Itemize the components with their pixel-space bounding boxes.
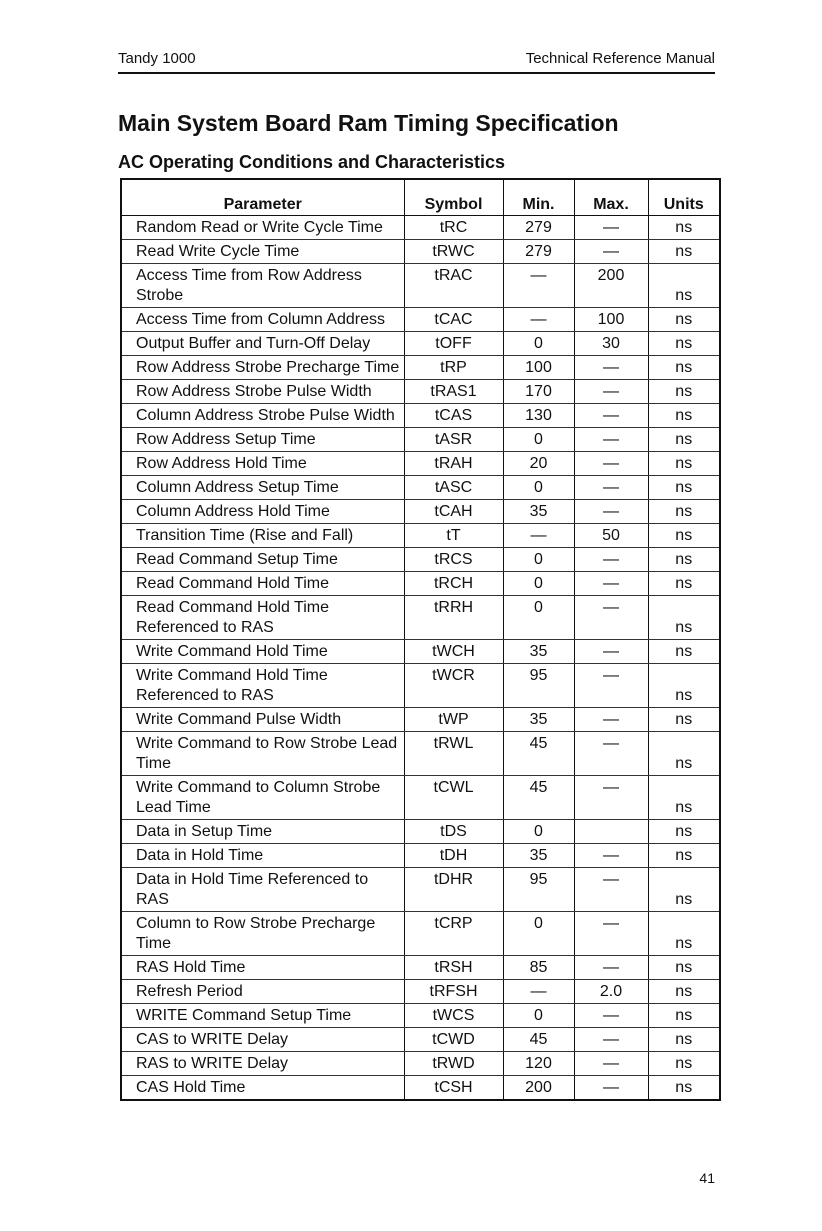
max-cell: — bbox=[574, 664, 648, 708]
max-cell: — bbox=[574, 428, 648, 452]
min-cell: 0 bbox=[503, 820, 574, 844]
min-cell: 130 bbox=[503, 404, 574, 428]
parameter-cell: Column Address Strobe Pulse Width bbox=[121, 404, 404, 428]
symbol-cell: tRP bbox=[404, 356, 503, 380]
section-subtitle: AC Operating Conditions and Characteristics bbox=[118, 152, 506, 172]
max-cell: 100 bbox=[574, 308, 648, 332]
units-cell: ns bbox=[648, 240, 720, 264]
symbol-cell: tRFSH bbox=[404, 980, 503, 1004]
table-row bbox=[121, 708, 720, 732]
parameter-cell: WRITE Command Setup Time bbox=[121, 1004, 404, 1028]
table-row bbox=[121, 500, 720, 524]
max-cell: — bbox=[574, 356, 648, 380]
table-row bbox=[121, 216, 720, 240]
parameter-cell: Output Buffer and Turn-Off Delay bbox=[121, 332, 404, 356]
max-cell: — bbox=[574, 500, 648, 524]
max-cell bbox=[574, 820, 648, 844]
symbol-cell: tWCH bbox=[404, 640, 503, 664]
max-cell: — bbox=[574, 1004, 648, 1028]
symbol-cell: tRCH bbox=[404, 572, 503, 596]
table-row bbox=[121, 776, 720, 820]
table-row bbox=[121, 548, 720, 572]
parameter-cell: RAS to WRITE Delay bbox=[121, 1052, 404, 1076]
max-cell: — bbox=[574, 404, 648, 428]
max-cell: — bbox=[574, 956, 648, 980]
parameter-cell: Row Address Strobe Precharge Time bbox=[121, 356, 404, 380]
symbol-cell: tCAS bbox=[404, 404, 503, 428]
symbol-cell: tDS bbox=[404, 820, 503, 844]
max-cell: — bbox=[574, 912, 648, 956]
max-cell: — bbox=[574, 1052, 648, 1076]
units-cell: ns bbox=[648, 380, 720, 404]
parameter-cell: Column to Row Strobe Precharge Time bbox=[121, 912, 404, 956]
max-cell: — bbox=[574, 1028, 648, 1052]
units-cell: ns bbox=[648, 500, 720, 524]
units-cell: ns bbox=[648, 980, 720, 1004]
min-cell: 95 bbox=[503, 664, 574, 708]
min-cell: 35 bbox=[503, 708, 574, 732]
parameter-cell: Read Command Hold Time Referenced to RAS bbox=[121, 596, 404, 640]
table-row bbox=[121, 356, 720, 380]
table-row bbox=[121, 868, 720, 912]
units-cell: ns bbox=[648, 820, 720, 844]
symbol-cell: tOFF bbox=[404, 332, 503, 356]
min-cell: 200 bbox=[503, 1076, 574, 1101]
min-cell: 35 bbox=[503, 500, 574, 524]
column-header-max: Max. bbox=[574, 179, 648, 216]
parameter-cell: Read Write Cycle Time bbox=[121, 240, 404, 264]
min-cell: 95 bbox=[503, 868, 574, 912]
units-cell: ns bbox=[648, 524, 720, 548]
parameter-cell: Column Address Hold Time bbox=[121, 500, 404, 524]
parameter-cell: Access Time from Column Address bbox=[121, 308, 404, 332]
table-row bbox=[121, 640, 720, 664]
units-cell: ns bbox=[648, 912, 720, 956]
min-cell: 0 bbox=[503, 548, 574, 572]
max-cell: — bbox=[574, 216, 648, 240]
min-cell: 35 bbox=[503, 640, 574, 664]
symbol-cell: tRAS1 bbox=[404, 380, 503, 404]
table-row bbox=[121, 452, 720, 476]
min-cell: 35 bbox=[503, 844, 574, 868]
table-row bbox=[121, 956, 720, 980]
parameter-cell: Row Address Hold Time bbox=[121, 452, 404, 476]
max-cell: — bbox=[574, 732, 648, 776]
units-cell: ns bbox=[648, 308, 720, 332]
parameter-cell: Write Command to Row Strobe Lead Time bbox=[121, 732, 404, 776]
table-body bbox=[121, 216, 720, 1101]
running-header-right: Technical Reference Manual bbox=[525, 50, 715, 67]
min-cell: 100 bbox=[503, 356, 574, 380]
max-cell: — bbox=[574, 452, 648, 476]
parameter-cell: CAS Hold Time bbox=[121, 1076, 404, 1101]
symbol-cell: tCAC bbox=[404, 308, 503, 332]
table-row bbox=[121, 1028, 720, 1052]
table-row bbox=[121, 240, 720, 264]
parameter-cell: Read Command Setup Time bbox=[121, 548, 404, 572]
symbol-cell: tRAC bbox=[404, 264, 503, 308]
units-cell: ns bbox=[648, 596, 720, 640]
table-row bbox=[121, 308, 720, 332]
symbol-cell: tCAH bbox=[404, 500, 503, 524]
table-row bbox=[121, 332, 720, 356]
max-cell: — bbox=[574, 776, 648, 820]
min-cell: 0 bbox=[503, 912, 574, 956]
parameter-cell: Write Command Hold Time bbox=[121, 640, 404, 664]
symbol-cell: tWCS bbox=[404, 1004, 503, 1028]
min-cell: 20 bbox=[503, 452, 574, 476]
table-row bbox=[121, 732, 720, 776]
parameter-cell: CAS to WRITE Delay bbox=[121, 1028, 404, 1052]
units-cell: ns bbox=[648, 1028, 720, 1052]
symbol-cell: tRRH bbox=[404, 596, 503, 640]
column-header-units: Units bbox=[648, 179, 720, 216]
units-cell: ns bbox=[648, 664, 720, 708]
symbol-cell: tCWD bbox=[404, 1028, 503, 1052]
min-cell: — bbox=[503, 264, 574, 308]
min-cell: 0 bbox=[503, 428, 574, 452]
min-cell: 0 bbox=[503, 332, 574, 356]
units-cell: ns bbox=[648, 572, 720, 596]
max-cell: 30 bbox=[574, 332, 648, 356]
running-header-left: Tandy 1000 bbox=[118, 50, 196, 67]
table-row bbox=[121, 1076, 720, 1101]
parameter-cell: Read Command Hold Time bbox=[121, 572, 404, 596]
table-row bbox=[121, 572, 720, 596]
symbol-cell: tWP bbox=[404, 708, 503, 732]
parameter-cell: RAS Hold Time bbox=[121, 956, 404, 980]
parameter-cell: Random Read or Write Cycle Time bbox=[121, 216, 404, 240]
parameter-cell: Write Command Pulse Width bbox=[121, 708, 404, 732]
symbol-cell: tCRP bbox=[404, 912, 503, 956]
symbol-cell: tASR bbox=[404, 428, 503, 452]
timing-spec-table bbox=[120, 178, 721, 1101]
units-cell: ns bbox=[648, 1004, 720, 1028]
units-cell: ns bbox=[648, 264, 720, 308]
table-row bbox=[121, 524, 720, 548]
symbol-cell: tCSH bbox=[404, 1076, 503, 1101]
table-row bbox=[121, 428, 720, 452]
max-cell: — bbox=[574, 572, 648, 596]
symbol-cell: tRWC bbox=[404, 240, 503, 264]
parameter-cell: Access Time from Row Address Strobe bbox=[121, 264, 404, 308]
max-cell: — bbox=[574, 596, 648, 640]
min-cell: 0 bbox=[503, 476, 574, 500]
table-row bbox=[121, 476, 720, 500]
max-cell: — bbox=[574, 640, 648, 664]
units-cell: ns bbox=[648, 476, 720, 500]
symbol-cell: tRWD bbox=[404, 1052, 503, 1076]
max-cell: — bbox=[574, 708, 648, 732]
min-cell: 0 bbox=[503, 596, 574, 640]
symbol-cell: tDHR bbox=[404, 868, 503, 912]
units-cell: ns bbox=[648, 732, 720, 776]
column-header-symbol: Symbol bbox=[404, 179, 503, 216]
symbol-cell: tRWL bbox=[404, 732, 503, 776]
table-row bbox=[121, 664, 720, 708]
max-cell: — bbox=[574, 844, 648, 868]
units-cell: ns bbox=[648, 216, 720, 240]
units-cell: ns bbox=[648, 956, 720, 980]
parameter-cell: Column Address Setup Time bbox=[121, 476, 404, 500]
units-cell: ns bbox=[648, 356, 720, 380]
units-cell: ns bbox=[648, 640, 720, 664]
parameter-cell: Data in Hold Time bbox=[121, 844, 404, 868]
min-cell: 279 bbox=[503, 240, 574, 264]
min-cell: 0 bbox=[503, 572, 574, 596]
table-row bbox=[121, 380, 720, 404]
units-cell: ns bbox=[648, 1076, 720, 1101]
min-cell: — bbox=[503, 308, 574, 332]
table-row bbox=[121, 980, 720, 1004]
table-row bbox=[121, 1052, 720, 1076]
symbol-cell: tRCS bbox=[404, 548, 503, 572]
table-row bbox=[121, 596, 720, 640]
units-cell: ns bbox=[648, 404, 720, 428]
column-header-min: Min. bbox=[503, 179, 574, 216]
min-cell: 85 bbox=[503, 956, 574, 980]
units-cell: ns bbox=[648, 452, 720, 476]
parameter-cell: Write Command to Column Strobe Lead Time bbox=[121, 776, 404, 820]
page-number: 41 bbox=[699, 1170, 715, 1186]
max-cell: — bbox=[574, 240, 648, 264]
max-cell: — bbox=[574, 868, 648, 912]
min-cell: 45 bbox=[503, 1028, 574, 1052]
symbol-cell: tRC bbox=[404, 216, 503, 240]
page-title: Main System Board Ram Timing Specification bbox=[118, 110, 619, 136]
units-cell: ns bbox=[648, 868, 720, 912]
parameter-cell: Write Command Hold Time Referenced to RAS bbox=[121, 664, 404, 708]
max-cell: 2.0 bbox=[574, 980, 648, 1004]
max-cell: 200 bbox=[574, 264, 648, 308]
parameter-cell: Data in Setup Time bbox=[121, 820, 404, 844]
table-row bbox=[121, 844, 720, 868]
max-cell: — bbox=[574, 1076, 648, 1101]
min-cell: 45 bbox=[503, 776, 574, 820]
max-cell: — bbox=[574, 548, 648, 572]
table-row bbox=[121, 912, 720, 956]
units-cell: ns bbox=[648, 776, 720, 820]
min-cell: — bbox=[503, 524, 574, 548]
units-cell: ns bbox=[648, 428, 720, 452]
symbol-cell: tDH bbox=[404, 844, 503, 868]
column-header-parameter: Parameter bbox=[121, 179, 404, 216]
units-cell: ns bbox=[648, 1052, 720, 1076]
units-cell: ns bbox=[648, 844, 720, 868]
table-row bbox=[121, 404, 720, 428]
units-cell: ns bbox=[648, 708, 720, 732]
min-cell: — bbox=[503, 980, 574, 1004]
parameter-cell: Refresh Period bbox=[121, 980, 404, 1004]
min-cell: 279 bbox=[503, 216, 574, 240]
symbol-cell: tT bbox=[404, 524, 503, 548]
table-header-row bbox=[121, 179, 720, 216]
parameter-cell: Data in Hold Time Referenced to RAS bbox=[121, 868, 404, 912]
units-cell: ns bbox=[648, 548, 720, 572]
table-row bbox=[121, 1004, 720, 1028]
parameter-cell: Transition Time (Rise and Fall) bbox=[121, 524, 404, 548]
max-cell: — bbox=[574, 476, 648, 500]
symbol-cell: tRAH bbox=[404, 452, 503, 476]
symbol-cell: tASC bbox=[404, 476, 503, 500]
min-cell: 170 bbox=[503, 380, 574, 404]
max-cell: — bbox=[574, 380, 648, 404]
header-rule bbox=[118, 72, 715, 74]
symbol-cell: tWCR bbox=[404, 664, 503, 708]
parameter-cell: Row Address Strobe Pulse Width bbox=[121, 380, 404, 404]
symbol-cell: tCWL bbox=[404, 776, 503, 820]
units-cell: ns bbox=[648, 332, 720, 356]
max-cell: 50 bbox=[574, 524, 648, 548]
min-cell: 0 bbox=[503, 1004, 574, 1028]
min-cell: 45 bbox=[503, 732, 574, 776]
symbol-cell: tRSH bbox=[404, 956, 503, 980]
min-cell: 120 bbox=[503, 1052, 574, 1076]
table-row bbox=[121, 820, 720, 844]
parameter-cell: Row Address Setup Time bbox=[121, 428, 404, 452]
table-row bbox=[121, 264, 720, 308]
